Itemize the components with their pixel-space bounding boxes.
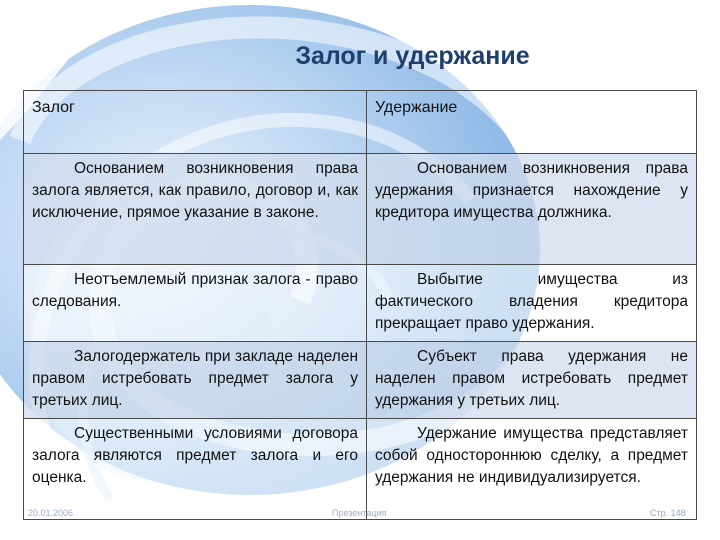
table-cell: Основанием возникновения права удержания признается нахождение у кредитора имущества должника. [367,154,697,265]
table-cell: Основанием возникновения права залога является, как правило, договор и, как исключение, прямое указание в законе. [24,154,367,265]
footer-page-number: Стр. 148 [650,508,686,518]
table-cell: Залогодержатель при закладе наделен правом истребовать предмет залога у третьих лиц. [24,342,367,419]
slide-title: Залог и удержание [295,42,530,70]
table-header-row [24,91,697,154]
footer-center-text: Презентация [332,508,387,518]
table-cell: Выбытие имущества из фактического владения кредитора прекращает право удержания. [367,265,697,342]
table-cell: Субъект права удержания не наделен правом истребовать предмет удержания у третьих лиц. [367,342,697,419]
table-row [24,154,697,265]
column-header-zalog: Залог [24,91,367,154]
column-header-uderzhanie: Удержание [367,91,697,154]
comparison-table [23,90,697,520]
table-row [24,419,697,520]
table-row [24,265,697,342]
footer-date: 20.01.2006 [28,508,74,518]
table-cell: Неотъемлемый признак залога - право следования. [24,265,367,342]
table-cell: Существенными условиями договора залога являются предмет залога и его оценка. [24,419,367,520]
table-cell: Удержание имущества представляет собой одностороннюю сделку, а предмет удержания не индивидуализируется. [367,419,697,520]
table-row [24,342,697,419]
